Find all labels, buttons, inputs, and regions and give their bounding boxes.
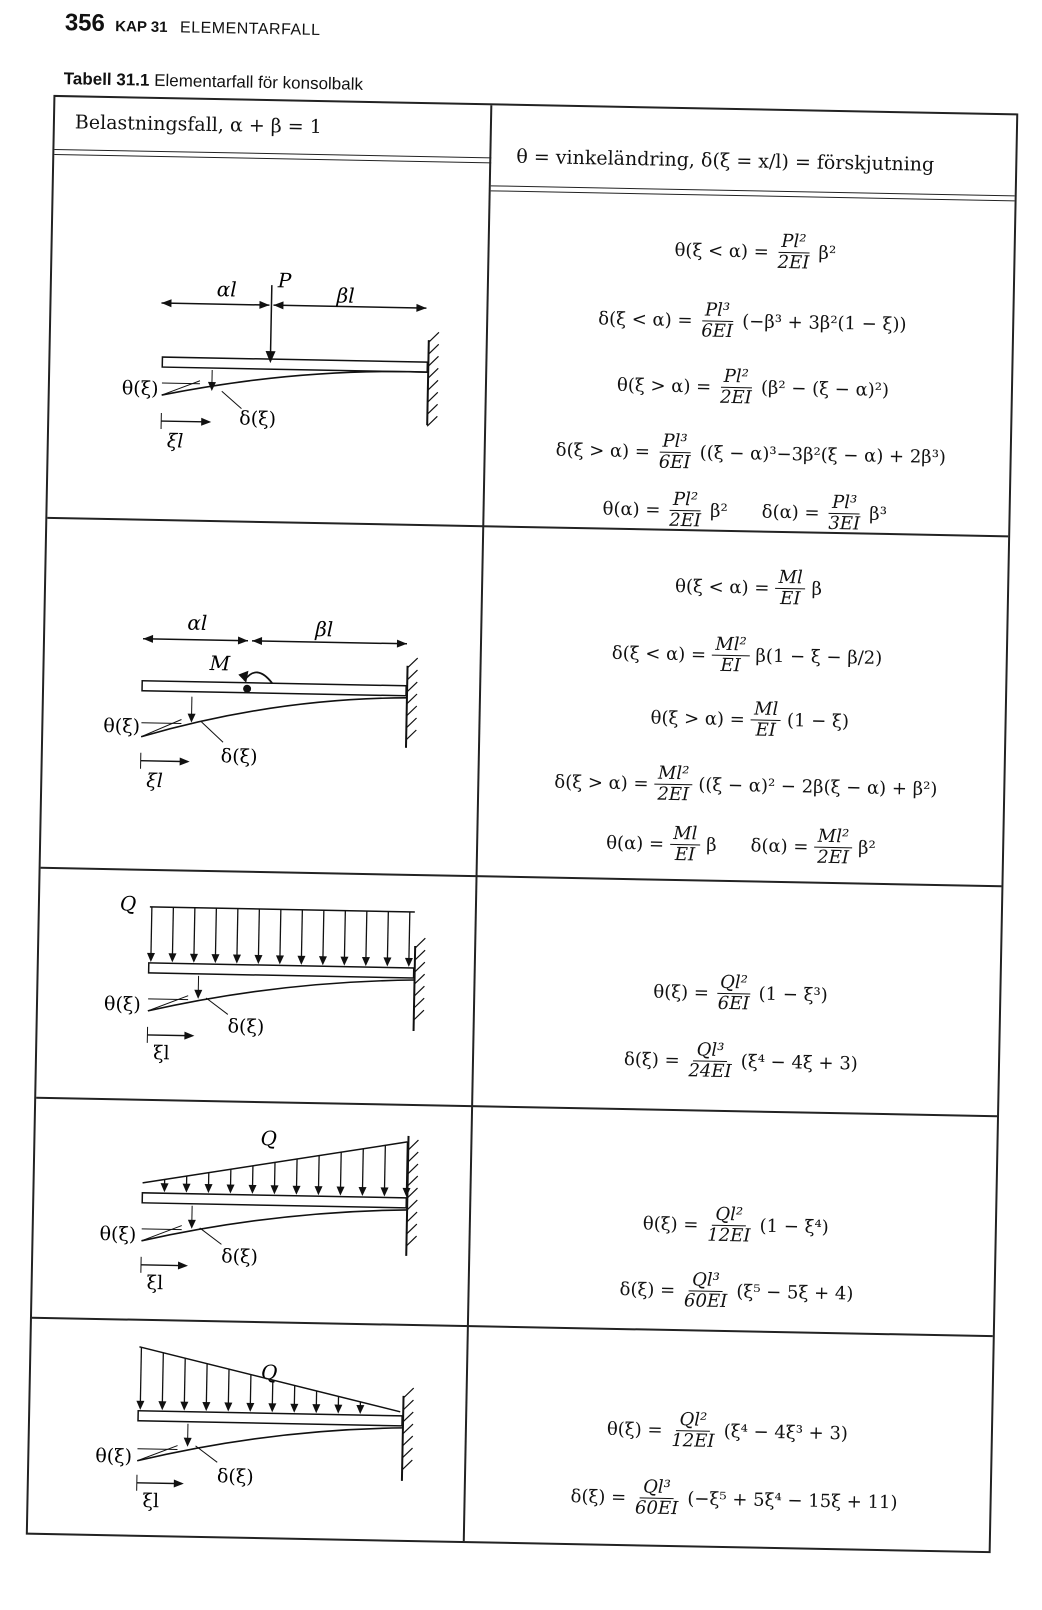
load-arrowhead [180,1402,188,1411]
load-arrow [272,1380,273,1407]
label-Q: Q [260,1126,277,1150]
label-delta: δ(ξ) [221,745,258,768]
load-arrow [215,908,216,958]
formula-r1-3: δ(ξ > α) = $\frac{\text{Ml²}}{2EI}$ ((ξ − α)² − 2β(ξ − α) + β²) [554,763,938,809]
load-arrowhead [233,955,241,964]
load-arrow [206,1364,207,1406]
diagram-moment [41,519,483,875]
load-arrowhead [292,1186,300,1195]
load-arrow [296,1159,297,1190]
load-arrowhead [224,1402,232,1411]
formula-r2-0: θ(ξ) = $\frac{\text{Ql²}}{6EI}$ (1 − ξ³) [653,973,828,1015]
formula-r0-3: δ(ξ > α) = $\frac{\text{Pl³}}{6EI}$ ((ξ − α)³−3β²(ξ − α) + 2β³) [555,431,946,477]
moment-diagram [41,519,483,875]
table-caption-text: Elementarfall för konsolbalk [154,71,363,94]
label-theta: θ(ξ) [104,993,141,1016]
load-arrow [387,911,388,961]
load-arrow [362,1149,363,1191]
label-theta: θ(ξ) [122,377,159,400]
label-alpha-l: αl [217,277,237,301]
load-arrowhead [290,1404,298,1413]
formulas-decreasing-load [465,1327,995,1553]
load-arrowhead [211,954,219,963]
formula-r0-0: θ(ξ < α) = $\frac{\text{Pl²}}{2EI}$ β² [674,231,836,273]
formula-r1-0: θ(ξ < α) = $\frac{Ml}{EI}$ β [675,567,823,609]
uniform-load-diagram [36,869,475,1105]
formula-r3-0: θ(ξ) = $\frac{\text{Ql²}}{12EI}$ (1 − ξ⁴) [643,1204,830,1247]
load-arrowhead [340,957,348,966]
label-delta: δ(ξ) [221,1245,258,1268]
formula-r1-2: θ(ξ > α) = $\frac{Ml}{EI}$ (1 − ξ) [650,698,849,741]
load-arrowhead [202,1402,210,1411]
load-arrowhead [380,1187,388,1196]
formula-r4-1: δ(ξ) = $\frac{\text{Ql³}}{60EI}$ (−ξ⁵ + 5ξ⁴ − 15ξ + 11) [570,1477,898,1522]
load-arrowhead [204,1184,212,1193]
label-delta: δ(ξ) [239,408,276,431]
load-arrowhead [136,1401,144,1410]
label-xi-l: ξl [146,1272,163,1294]
load-arrow [409,912,410,962]
column-header-load-case: Belastningsfall, α + β = 1 [75,111,322,138]
load-arrow [151,907,152,957]
header-rule-left [54,149,491,163]
load-arrowhead [168,953,176,962]
label-M: M [208,651,230,675]
label-Q: Q [261,1360,278,1384]
point-load-diagram [47,183,488,525]
diagram-increasing-load [32,1099,471,1325]
label-delta: δ(ξ) [217,1465,254,1488]
load-arrowhead [248,1185,256,1194]
load-arrowhead [158,1401,166,1410]
load-arrow [340,1152,341,1190]
label-alpha-l: αl [187,611,207,635]
label-P: P [277,268,292,292]
table-caption-label: Tabell 31.1 [64,69,150,90]
label-xi-l: ξl [167,430,184,452]
load-arrowhead [383,957,391,966]
load-case-table [26,95,1018,1553]
load-arrowhead [182,1184,190,1193]
formula-r0-1: δ(ξ < α) = $\frac{\text{Pl³}}{6EI}$ (−β³ + 3β²(1 − ξ)) [598,299,907,344]
load-arrow [140,1347,141,1405]
load-arrow [250,1375,251,1407]
increasing-load-diagram [32,1099,471,1325]
load-arrowhead [297,956,305,965]
load-arrow [258,909,259,959]
decreasing-load-diagram [28,1319,467,1543]
formula-r4-0: θ(ξ) = $\frac{\text{Ql²}}{12EI}$ (ξ⁴ − 4ξ³ + 3) [607,1410,849,1454]
formulas-uniform-load [473,877,1003,1115]
formula-r1-1: δ(ξ < α) = $\frac{\text{Ml²}}{EI}$ β(1 − ξ − β/2) [611,634,882,678]
diagram-point-load [47,183,488,525]
load-arrowhead [362,957,370,966]
load-arrowhead [276,955,284,964]
load-arrow [301,910,302,960]
load-arrowhead [405,958,413,967]
label-theta: θ(ξ) [95,1445,132,1468]
load-arrowhead [190,954,198,963]
label-theta: θ(ξ) [103,715,140,738]
load-arrowhead [226,1184,234,1193]
label-Q: Q [120,891,137,915]
load-arrow [274,1162,275,1189]
label-xi-l: ξl [153,1042,170,1064]
page-number: 356 [65,9,106,37]
load-arrow [228,1369,229,1406]
load-arrowhead [314,1186,322,1195]
formula-r2-1: δ(ξ) = $\frac{\text{Ql³}}{24EI}$ (ξ⁴ − 4ξ + 3) [624,1040,859,1083]
diagram-uniform-load [36,869,475,1105]
load-arrow [366,911,367,961]
label-theta: θ(ξ) [99,1223,136,1246]
load-arrow [323,910,324,960]
load-arrowhead [356,1405,364,1414]
load-arrowhead [246,1403,254,1412]
table-caption [64,69,364,95]
load-arrow [318,1156,319,1191]
page-header [65,9,321,42]
formulas-point-load [484,191,1016,535]
load-arrow [384,1145,385,1191]
load-arrowhead [336,1187,344,1196]
formula-r0-4: θ(α) = $\frac{\text{Pl²}}{2EI}$ β² δ(α) = $\frac{\text{Pl³}}{3EI}$ β³ [602,490,887,534]
load-arrow [344,911,345,961]
load-arrow [237,909,238,959]
load-arrowhead [312,1404,320,1413]
load-arrow [162,1353,163,1405]
load-arrow [194,908,195,958]
load-arrowhead [319,956,327,965]
label-xi-l: ξl [146,770,163,792]
load-arrow [280,909,281,959]
formula-r1-4: θ(α) = $\frac{Ml}{EI}$ β δ(α) = $\frac{\text{Ml²}}{2EI}$ β² [606,824,876,868]
chapter-title: ELEMENTARFALL [180,19,321,39]
label-beta-l: βl [335,283,354,307]
column-header-results: θ = vinkeländring, δ(ξ = x/l) = förskjutning [516,146,934,176]
formulas-increasing-load [469,1107,999,1335]
diagram-decreasing-load [28,1319,467,1543]
label-beta-l: βl [314,617,333,641]
load-arrowhead [160,1183,168,1192]
formulas-moment [478,527,1011,885]
formula-r0-2: θ(ξ > α) = $\frac{\text{Pl²}}{2EI}$ (β² − (ξ − α)²) [617,366,890,410]
load-arrowhead [147,953,155,962]
load-arrowhead [334,1405,342,1414]
label-xi-l: ξl [142,1490,159,1512]
load-arrowhead [268,1403,276,1412]
formula-r3-1: δ(ξ) = $\frac{\text{Ql³}}{60EI}$ (ξ⁵ − 5ξ + 4) [619,1270,854,1313]
load-arrow [172,907,173,957]
chapter-label: KAP 31 [115,18,168,36]
load-arrow [184,1358,185,1405]
load-arrowhead [270,1185,278,1194]
load-arrowhead [254,955,262,964]
label-delta: δ(ξ) [227,1015,264,1038]
load-arrowhead [358,1187,366,1196]
